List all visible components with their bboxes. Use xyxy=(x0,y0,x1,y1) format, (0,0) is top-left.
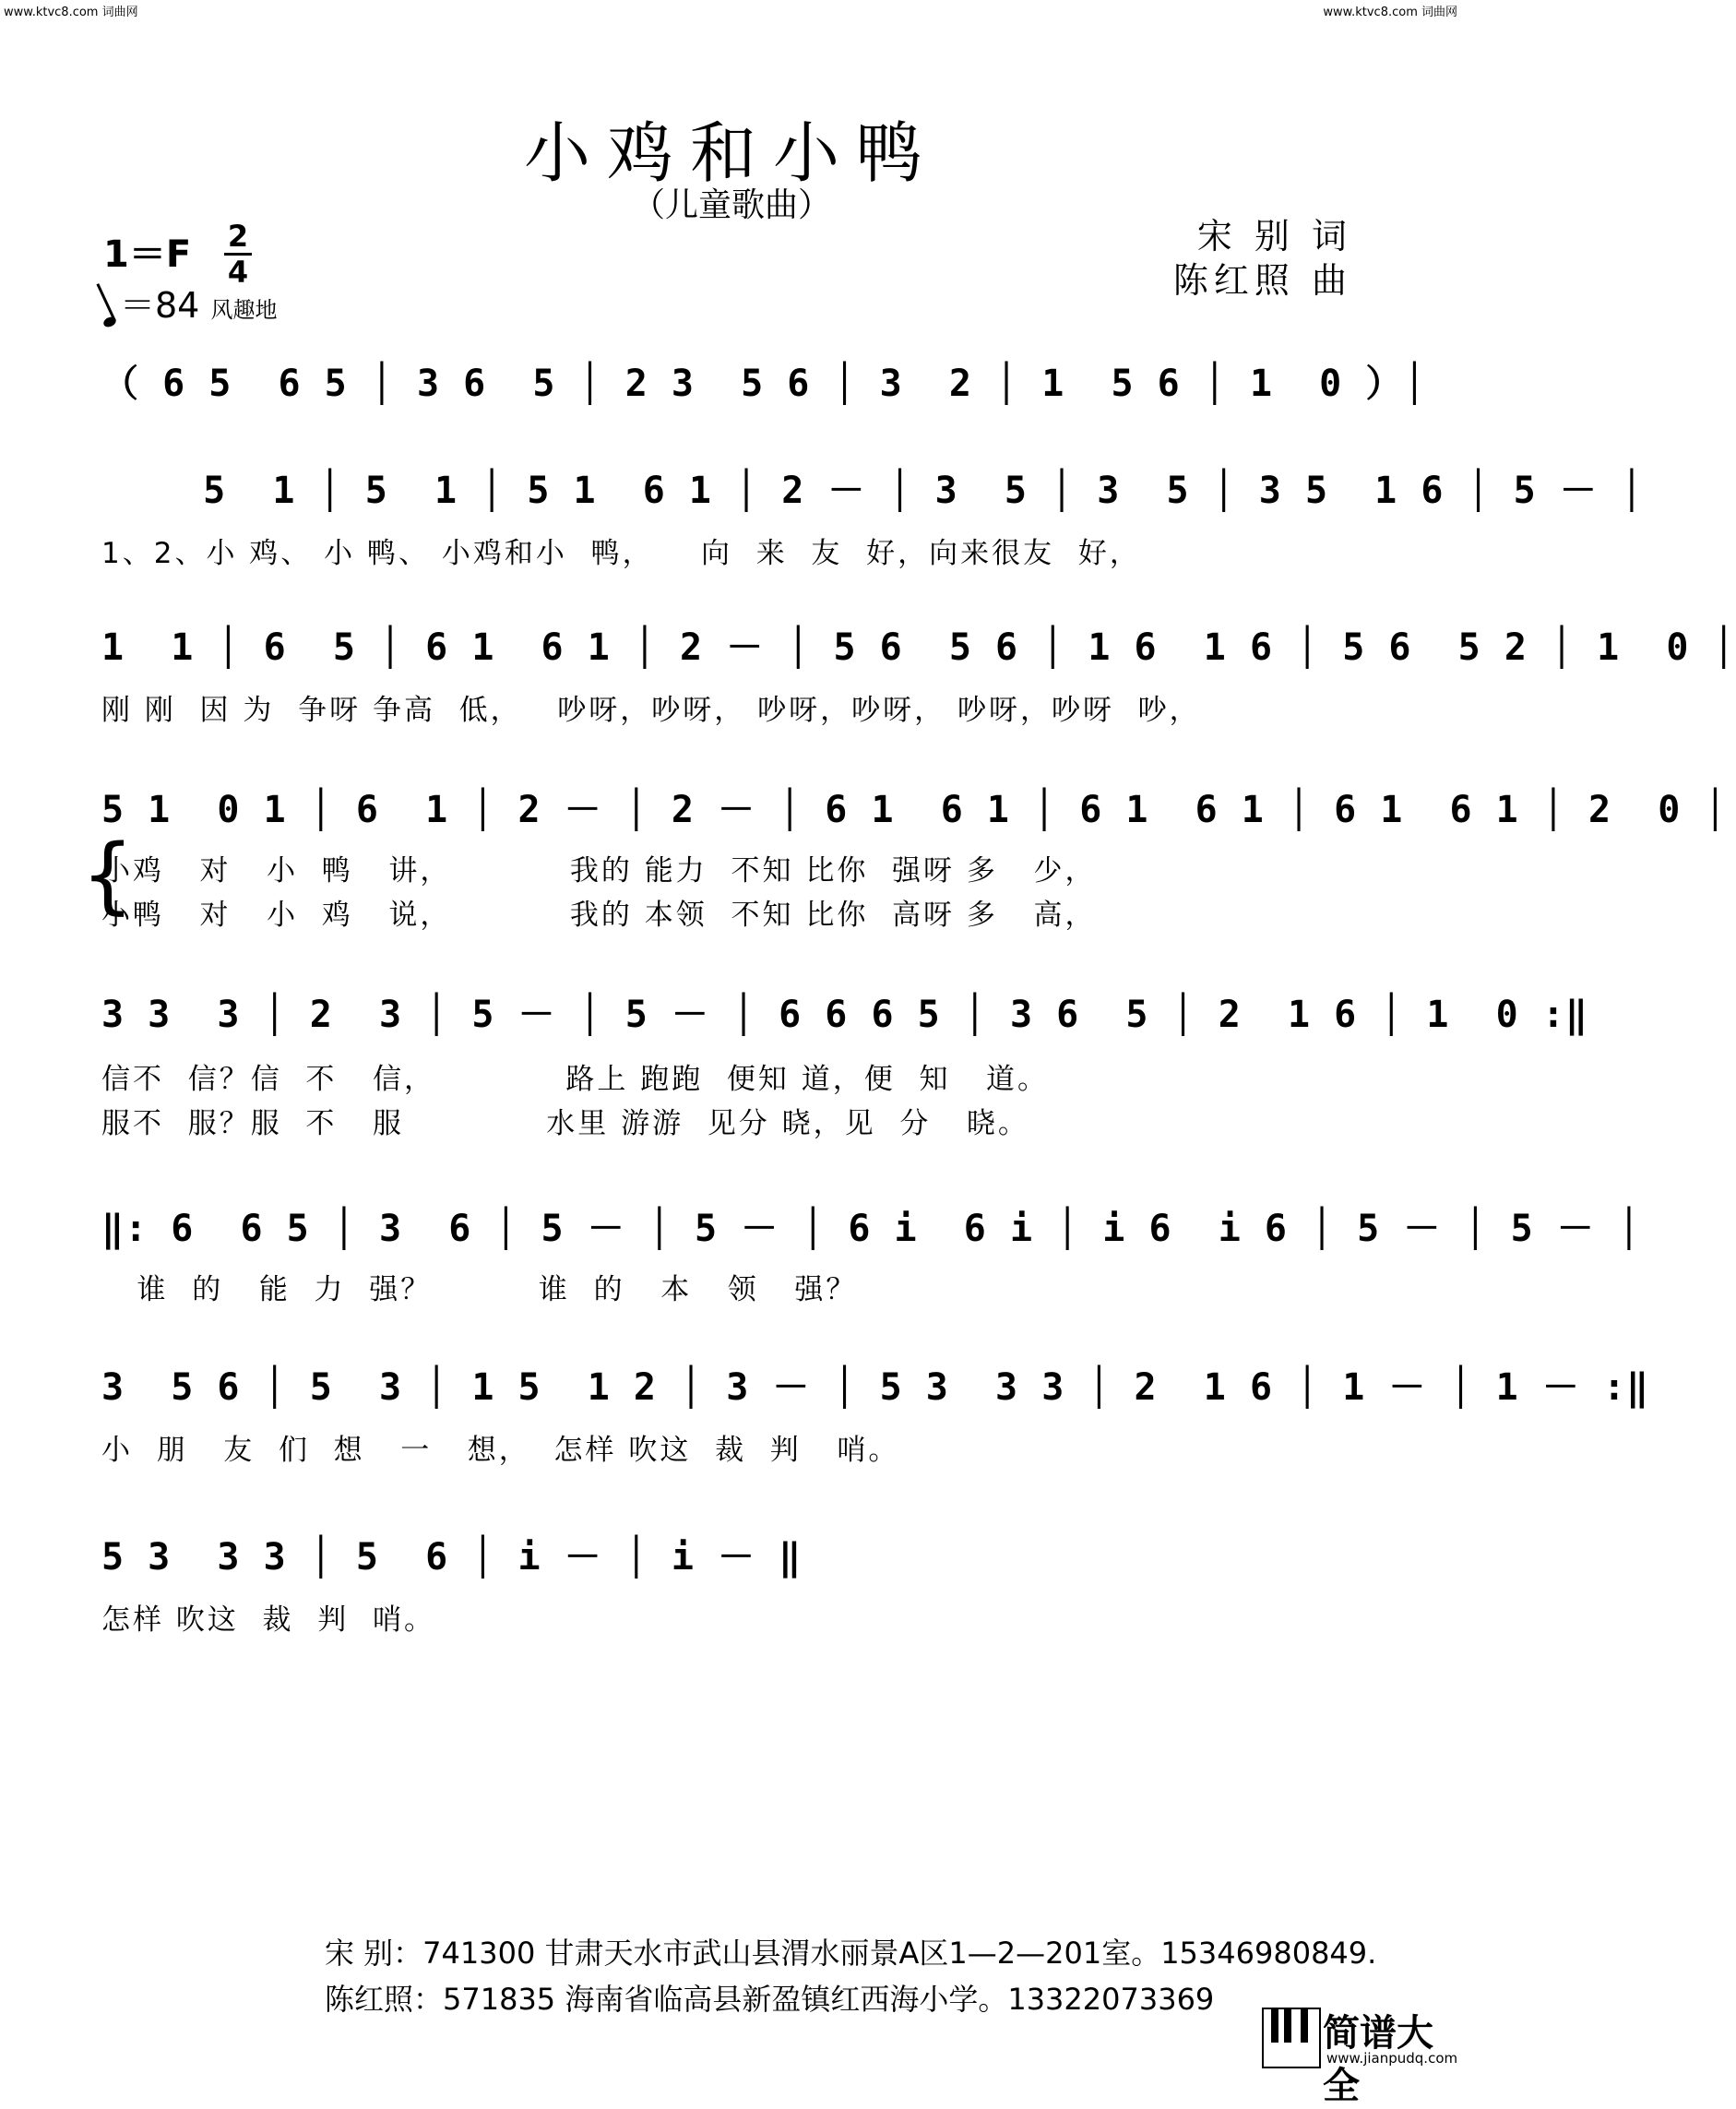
line2-lyrics: 刚 刚 因 为 争呀 争高 低， 吵呀，吵呀， 吵呀，吵呀， 吵呀，吵呀 吵， xyxy=(101,694,1201,727)
line4-lyrics-verse1: 信不 信？信 不 信， 路上 跑跑 便知 道，便 知 道。 xyxy=(101,1063,1050,1096)
contact-composer: 陈红照：571835 海南省临高县新盈镇红西海小学。13322073369 xyxy=(325,1982,1215,2017)
logo-title: 简谱大全 xyxy=(1323,2012,1433,2107)
watermark-right: www.ktvc8.com 词曲网 xyxy=(1323,6,1457,19)
composer-credit: 陈红照 曲 xyxy=(1172,260,1352,301)
line6-notation: 3 5 6 │ 5 3 │ 1 5 1 2 │ 3 － │ 5 3 3 3 │ 2 1 6 │ 1 － │ 1 － :‖ xyxy=(101,1366,1650,1409)
credits xyxy=(1173,214,1352,303)
time-signature-top: 2 xyxy=(227,219,249,254)
line7-lyrics: 怎样 吹这 裁 判 哨。 xyxy=(101,1603,435,1637)
line1-notation: 5 1 │ 5 1 │ 5 1 6 1 │ 2 － │ 3 5 │ 3 5 │ 3 5 1 6 │ 5 － │ xyxy=(157,470,1645,512)
contact-lyricist: 宋 别：741300 甘肃天水市武山县渭水丽景A区1—2—201室。15346980849. xyxy=(325,1936,1377,1971)
key-signature: 1＝F xyxy=(103,233,192,276)
line6-lyrics: 小 朋 友 们 想 一 想， 怎样 吹这 裁 判 哨。 xyxy=(101,1434,900,1467)
line7-notation: 5 3 3 3 │ 5 6 │ i － │ i － ‖ xyxy=(101,1536,803,1579)
line3-lyrics-verse2: 小鸭 对 小 鸡 说， 我的 本领 不知 比你 高呀 多 高， xyxy=(101,899,1097,932)
line5-lyrics: 谁 的 能 力 强？ 谁 的 本 领 强？ xyxy=(101,1273,858,1306)
quarter-note-icon xyxy=(102,316,118,329)
line3-notation: 5 1 0 1 │ 6 1 │ 2 － │ 2 － │ 6 1 6 1 │ 6 1 6 1 │ 6 1 6 1 │ 2 0 │ xyxy=(101,789,1728,831)
line3-lyrics-verse1: 小鸡 对 小 鸭 讲， 我的 能力 不知 比你 强呀 多 少， xyxy=(101,854,1097,888)
line4-notation: 3 3 3 │ 2 3 │ 5 － │ 5 － │ 6 6 6 5 │ 3 6 5 │ 2 1 6 │ 1 0 :‖ xyxy=(101,994,1589,1036)
song-title: 小鸡和小鸭 xyxy=(523,114,939,192)
line1-lyrics: 1、2、小 鸡、 小 鸭、 小鸡和小 鸭， 向 来 友 好，向来很友 好， xyxy=(101,537,1141,570)
logo-url: www.jianpudq.com xyxy=(1326,2050,1458,2067)
lyricist-credit: 宋 别 词 xyxy=(1196,216,1352,256)
tempo-value: ＝84 xyxy=(120,285,200,326)
watermark-left: www.ktvc8.com 词曲网 xyxy=(4,6,138,19)
contact-info xyxy=(325,1930,1376,2022)
verse-brace: { xyxy=(81,827,135,923)
tempo-expression: 风趣地 xyxy=(210,297,278,323)
tempo-marking xyxy=(103,277,277,328)
time-signature-bottom: 4 xyxy=(227,255,249,290)
piano-keys-icon xyxy=(1262,2008,1321,2068)
line4-lyrics-verse2: 服不 服？服 不 服 水里 游游 见分 晓，见 分 晓。 xyxy=(101,1107,1029,1140)
intro-notation: （ 6 5 6 5 │ 3 6 5 │ 2 3 5 6 │ 3 2 │ 1 5 6 │ 1 0 ）│ xyxy=(101,363,1427,405)
line5-notation: ‖: 6 6 5 │ 3 6 │ 5 － │ 5 － │ 6 i 6 i │ i 6 i 6 │ 5 － │ 5 － │ xyxy=(101,1208,1641,1250)
line2-notation: 1 1 │ 6 5 │ 6 1 6 1 │ 2 － │ 5 6 5 6 │ 1 6 1 6 │ 5 6 5 2 │ 1 0 │ xyxy=(101,626,1736,669)
site-logo[interactable] xyxy=(1262,2004,1463,2107)
song-subtitle: （儿童歌曲） xyxy=(631,186,831,224)
